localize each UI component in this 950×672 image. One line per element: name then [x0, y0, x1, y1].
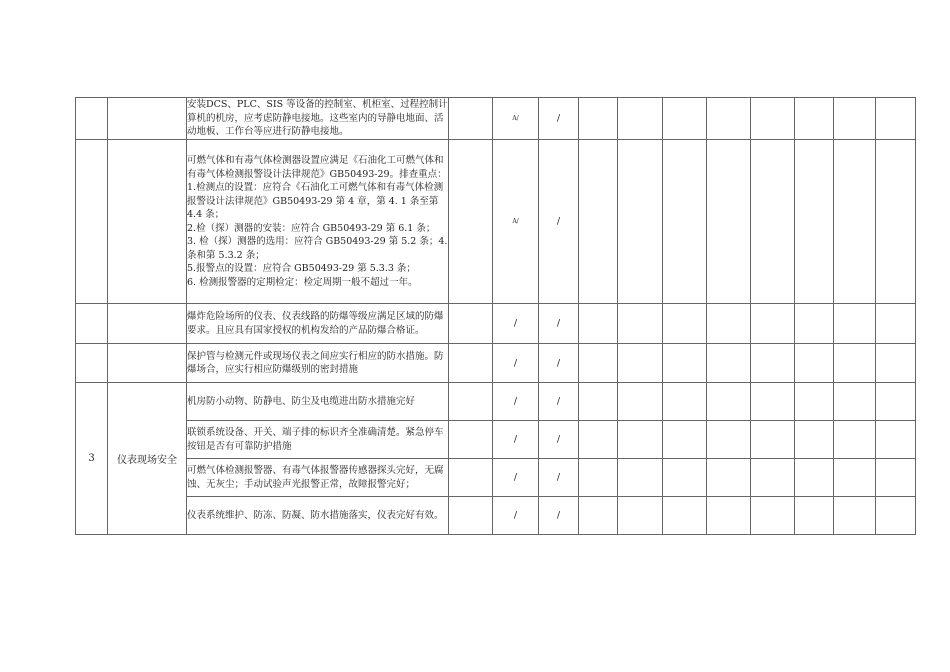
table-row: [76, 383, 916, 421]
result-mark: /: [493, 421, 539, 459]
empty-cell: [795, 497, 834, 535]
empty-cell: [834, 459, 876, 497]
category-cell: [108, 140, 187, 304]
result-mark: /: [493, 344, 539, 383]
empty-cell: [876, 459, 916, 497]
empty-cell: [876, 344, 916, 383]
empty-cell: [834, 140, 876, 304]
empty-cell: [751, 98, 795, 140]
empty-cell: [707, 98, 751, 140]
empty-cell: [834, 98, 876, 140]
result-mark: A/: [493, 98, 539, 140]
item-content: 可燃气体检测报警器、有毒气体报警器传感器探头完好，无腐蚀、无灰尘；手动试验声光报警正常，故障报警完好；: [187, 459, 449, 497]
empty-cell: [751, 383, 795, 421]
empty-cell: [618, 344, 663, 383]
empty-cell: [876, 383, 916, 421]
empty-cell: [876, 421, 916, 459]
empty-cell: [449, 421, 493, 459]
empty-cell: [751, 304, 795, 344]
empty-cell: [834, 383, 876, 421]
empty-cell: [579, 383, 618, 421]
table-row: [76, 140, 916, 304]
item-content: 安装DCS、PLC、SIS 等设备的控制室、机柜室、过程控制计算机的机房，应考虑防静电接地。这些室内的导静电地面、活动地板、工作台等应进行防静电接地。: [187, 98, 449, 140]
empty-cell: [663, 344, 707, 383]
empty-cell: [707, 140, 751, 304]
table-row: [76, 497, 916, 535]
empty-cell: [579, 421, 618, 459]
empty-cell: [618, 383, 663, 421]
result-mark: /: [539, 304, 579, 344]
empty-cell: [751, 344, 795, 383]
table-row: [76, 344, 916, 383]
inspection-table: [75, 97, 916, 535]
empty-cell: [663, 497, 707, 535]
table-row: [76, 304, 916, 344]
result-mark: /: [493, 459, 539, 497]
empty-cell: [707, 304, 751, 344]
item-content: 爆炸危险场所的仪表、仪表线路的防爆等级应满足区域的防爆要求。且应具有国家授权的机构发给的产品防爆合格证。: [187, 304, 449, 344]
empty-cell: [707, 421, 751, 459]
number-cell: [76, 98, 108, 140]
empty-cell: [795, 344, 834, 383]
item-content: 保护管与检测元件或现场仪表之间应实行相应的防水措施。防爆场合，应实行相应防爆级别的密封措施: [187, 344, 449, 383]
empty-cell: [449, 98, 493, 140]
empty-cell: [663, 421, 707, 459]
empty-cell: [795, 140, 834, 304]
empty-cell: [618, 98, 663, 140]
empty-cell: [618, 304, 663, 344]
result-mark: /: [539, 497, 579, 535]
result-mark: /: [539, 98, 579, 140]
result-mark: /: [493, 383, 539, 421]
empty-cell: [795, 304, 834, 344]
empty-cell: [449, 459, 493, 497]
item-content: 可燃气体和有毒气体检测器设置应满足《石油化工可燃气体和有毒气体检测报警设计法律规范》GB50493-29。排查重点： 1.检测点的设置：应符合《石油化工可燃气体和有毒气体检测报警设计法律规范》GB50493-29 第 4 章，第 4. 1 条至第 4.4 条； 2.检（探）测器的安装：应符合 GB50493-29 第 6.1 条； 3. 检（探）测器的选用：应符合 GB50493-29 第 5.2 条；4.条和第 5.3.2 条； 5.报警点的设置：应符合 GB50493-29 第 5.3.3 条； 6. 检测报警器的定期检定：检定周期一般不超过一年。: [187, 140, 449, 304]
empty-cell: [663, 383, 707, 421]
empty-cell: [579, 304, 618, 344]
empty-cell: [834, 421, 876, 459]
table-row: [76, 98, 916, 140]
result-mark: /: [493, 304, 539, 344]
empty-cell: [579, 344, 618, 383]
empty-cell: [579, 140, 618, 304]
empty-cell: [751, 459, 795, 497]
result-mark: /: [539, 383, 579, 421]
empty-cell: [834, 304, 876, 344]
empty-cell: [579, 497, 618, 535]
empty-cell: [795, 421, 834, 459]
empty-cell: [663, 459, 707, 497]
empty-cell: [876, 98, 916, 140]
empty-cell: [618, 459, 663, 497]
result-mark: /: [539, 421, 579, 459]
table-row: [76, 421, 916, 459]
empty-cell: [707, 459, 751, 497]
result-mark: /: [539, 459, 579, 497]
empty-cell: [579, 98, 618, 140]
empty-cell: [618, 140, 663, 304]
empty-cell: [795, 383, 834, 421]
category-cell: [108, 344, 187, 383]
empty-cell: [449, 344, 493, 383]
empty-cell: [876, 140, 916, 304]
empty-cell: [449, 140, 493, 304]
item-content: 机房防小动物、防静电、防尘及电缆进出防水措施完好: [187, 383, 449, 421]
empty-cell: [707, 344, 751, 383]
empty-cell: [834, 497, 876, 535]
result-mark: /: [493, 497, 539, 535]
result-mark: A/: [493, 140, 539, 304]
category-cell: [108, 304, 187, 344]
category-cell: [108, 98, 187, 140]
empty-cell: [663, 140, 707, 304]
number-cell: [76, 304, 108, 344]
empty-cell: [663, 98, 707, 140]
section-number: 3: [76, 383, 108, 535]
result-mark: /: [539, 140, 579, 304]
result-mark: /: [539, 344, 579, 383]
empty-cell: [876, 497, 916, 535]
number-cell: [76, 344, 108, 383]
table-row: [76, 459, 916, 497]
empty-cell: [707, 497, 751, 535]
number-cell: [76, 140, 108, 304]
empty-cell: [579, 459, 618, 497]
empty-cell: [663, 304, 707, 344]
empty-cell: [751, 421, 795, 459]
empty-cell: [449, 304, 493, 344]
empty-cell: [751, 140, 795, 304]
empty-cell: [618, 497, 663, 535]
empty-cell: [795, 98, 834, 140]
item-content: 仪表系统维护、防冻、防凝、防水措施落实，仪表完好有效。: [187, 497, 449, 535]
empty-cell: [751, 497, 795, 535]
item-content: 联锁系统设备、开关、端子排的标识齐全准确清楚。紧急停车按钮是否有可靠防护措施: [187, 421, 449, 459]
empty-cell: [795, 459, 834, 497]
section-category: 仪表现场安全: [108, 383, 187, 535]
empty-cell: [449, 497, 493, 535]
empty-cell: [834, 344, 876, 383]
empty-cell: [449, 383, 493, 421]
empty-cell: [618, 421, 663, 459]
empty-cell: [707, 383, 751, 421]
empty-cell: [876, 304, 916, 344]
